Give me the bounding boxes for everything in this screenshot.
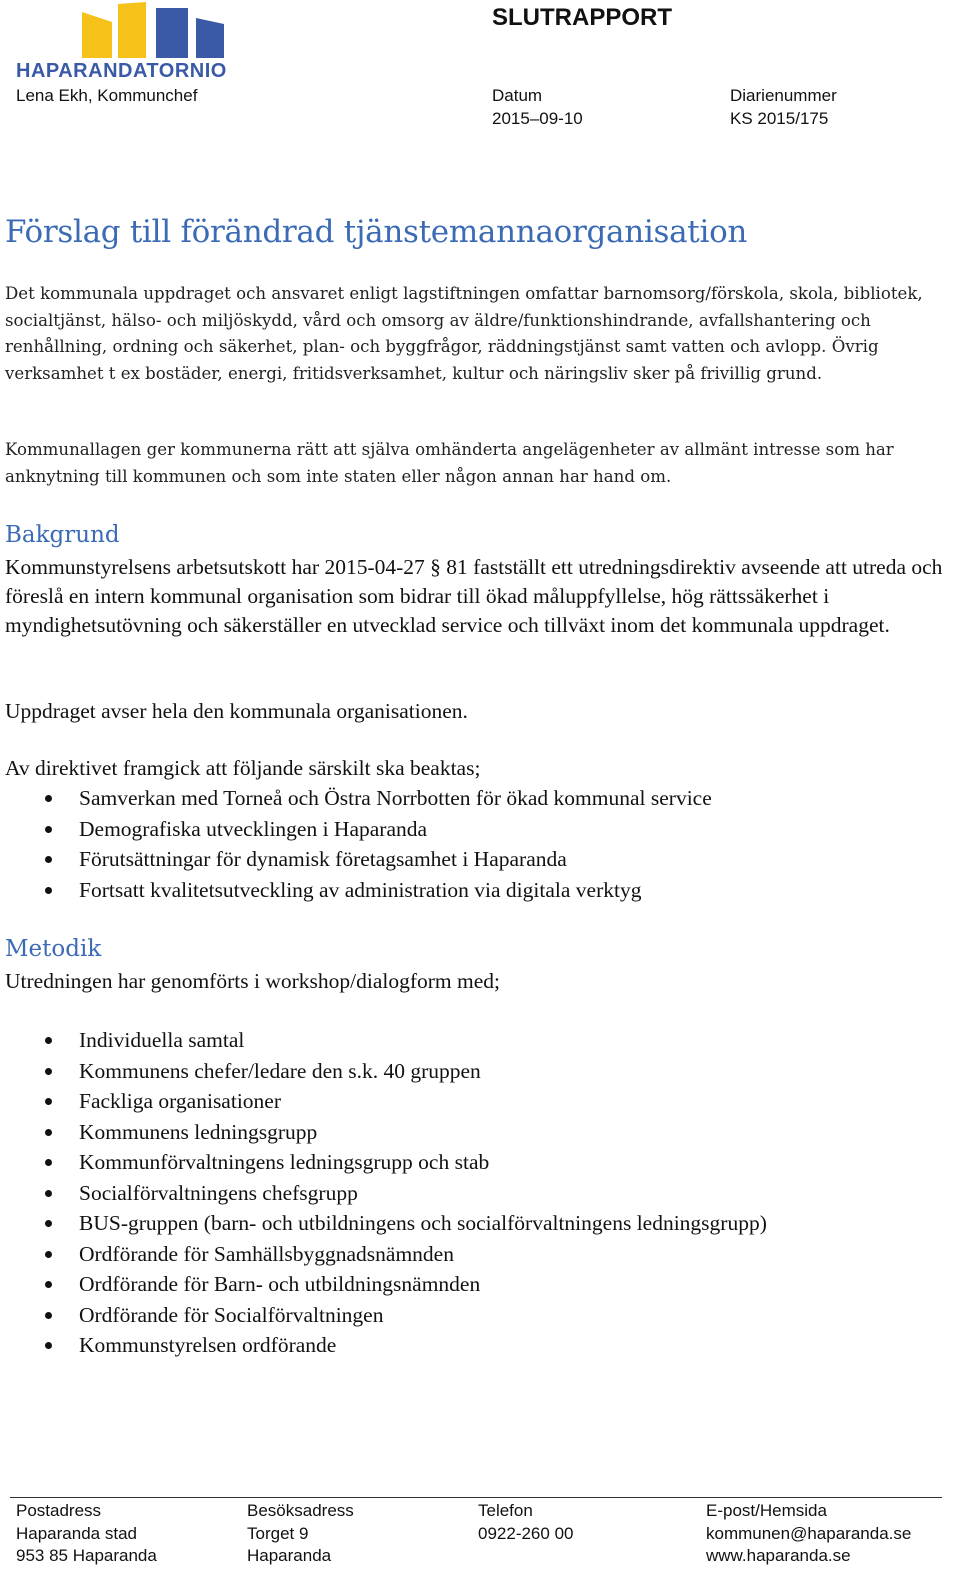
- author-name: Lena Ekh, Kommunchef: [16, 86, 198, 105]
- list-item: Ordförande för Socialförvaltningen: [5, 1300, 767, 1331]
- postal-line-1: Haparanda stad: [16, 1523, 137, 1543]
- date-value: 2015–09-10: [492, 109, 583, 128]
- footer-postal-address: [16, 1500, 157, 1568]
- date-label: Datum: [492, 86, 543, 105]
- phone-value: 0922-260 00: [478, 1523, 574, 1543]
- visit-line-2: Haparanda: [247, 1546, 332, 1565]
- haparanda-tornio-logo: [16, 2, 284, 82]
- section-heading-method: Metodik: [5, 936, 102, 962]
- list-item: Kommunens chefer/ledare den s.k. 40 gruppen: [5, 1056, 767, 1087]
- list-item: Individuella samtal: [5, 1025, 767, 1056]
- diary-number-value: KS 2015/175: [730, 109, 829, 128]
- list-item: Kommunförvaltningens ledningsgrupp och stab: [5, 1147, 767, 1178]
- email-link[interactable]: kommunen@haparanda.se: [706, 1523, 912, 1543]
- website-link[interactable]: www.haparanda.se: [706, 1546, 851, 1565]
- list-item: Kommunstyrelsen ordförande: [5, 1330, 767, 1361]
- logo-wordmark: HAPARANDATORNIO: [16, 60, 227, 82]
- logo-graphic: [64, 2, 244, 58]
- background-list-intro: Av direktivet framgick att följande särskilt ska beaktas;: [5, 756, 481, 780]
- footer-phone: [478, 1500, 573, 1545]
- section-heading-background: Bakgrund: [5, 522, 120, 548]
- phone-label: Telefon: [478, 1501, 533, 1520]
- document-title: Förslag till förändrad tjänstemannaorganisation: [5, 214, 748, 250]
- diary-number-label: Diarienummer: [730, 86, 837, 105]
- postal-label: Postadress: [16, 1501, 102, 1520]
- list-item: Kommunens ledningsgrupp: [5, 1117, 767, 1148]
- footer-visit-address: [247, 1500, 354, 1568]
- email-label: E-post/Hemsida: [706, 1501, 827, 1520]
- intro-paragraph-1: Det kommunala uppdraget och ansvaret enligt lagstiftningen omfattar barnomsorg/förskola, skola, bibliotek, socialtjänst, hälso- och miljöskydd, vård och omsorg av äldre/funktionshindrande, avfallshantering och renhållning, ordning och säkerhet, plan- och byggfrågor, räddningstjänst samt vatten och avlopp. Övrig verksamhet t ex bostäder, energi, fritidsverksamhet, kultur och näringsliv sker på frivillig grund.: [5, 284, 923, 383]
- list-item: Demografiska utvecklingen i Haparanda: [5, 814, 712, 845]
- postal-line-2: 953 85 Haparanda: [16, 1546, 157, 1565]
- list-item: Socialförvaltningens chefsgrupp: [5, 1178, 767, 1209]
- visit-line-1: Torget 9: [247, 1523, 309, 1543]
- list-item: Förutsättningar för dynamisk företagsamhet i Haparanda: [5, 844, 712, 875]
- background-paragraph-1: Kommunstyrelsens arbetsutskott har 2015-04-27 § 81 fastställt ett utredningsdirektiv avseende att utreda och föreslå en intern kommunal organisation som bidrar till ökad måluppfyllelse, hög rättssäkerhet i myndighetsutövning och säkerställer en utvecklad service och tillväxt inom det kommunala uppdraget.: [5, 555, 943, 637]
- footer-contact: [706, 1500, 911, 1568]
- visit-label: Besöksadress: [247, 1501, 354, 1520]
- list-item: Samverkan med Torneå och Östra Norrbotten för ökad kommunal service: [5, 783, 712, 814]
- background-paragraph-2: Uppdraget avser hela den kommunala organisationen.: [5, 699, 468, 723]
- list-item: Fortsatt kvalitetsutveckling av administration via digitala verktyg: [5, 875, 712, 906]
- method-bullet-list: [5, 1025, 767, 1361]
- list-item: Ordförande för Samhällsbyggnadsnämnden: [5, 1239, 767, 1270]
- list-item: Fackliga organisationer: [5, 1086, 767, 1117]
- background-bullet-list: [5, 783, 712, 905]
- footer-divider: [10, 1497, 942, 1498]
- report-type-title: SLUTRAPPORT: [492, 4, 672, 31]
- method-intro: Utredningen har genomförts i workshop/dialogform med;: [5, 969, 500, 993]
- list-item: BUS-gruppen (barn- och utbildningens och socialförvaltningens ledningsgrupp): [5, 1208, 767, 1239]
- intro-paragraph-2: Kommunallagen ger kommunerna rätt att själva omhänderta angelägenheter av allmänt intresse som har anknytning till kommunen och som inte staten eller någon annan har hand om.: [5, 440, 894, 486]
- list-item: Ordförande för Barn- och utbildningsnämnden: [5, 1269, 767, 1300]
